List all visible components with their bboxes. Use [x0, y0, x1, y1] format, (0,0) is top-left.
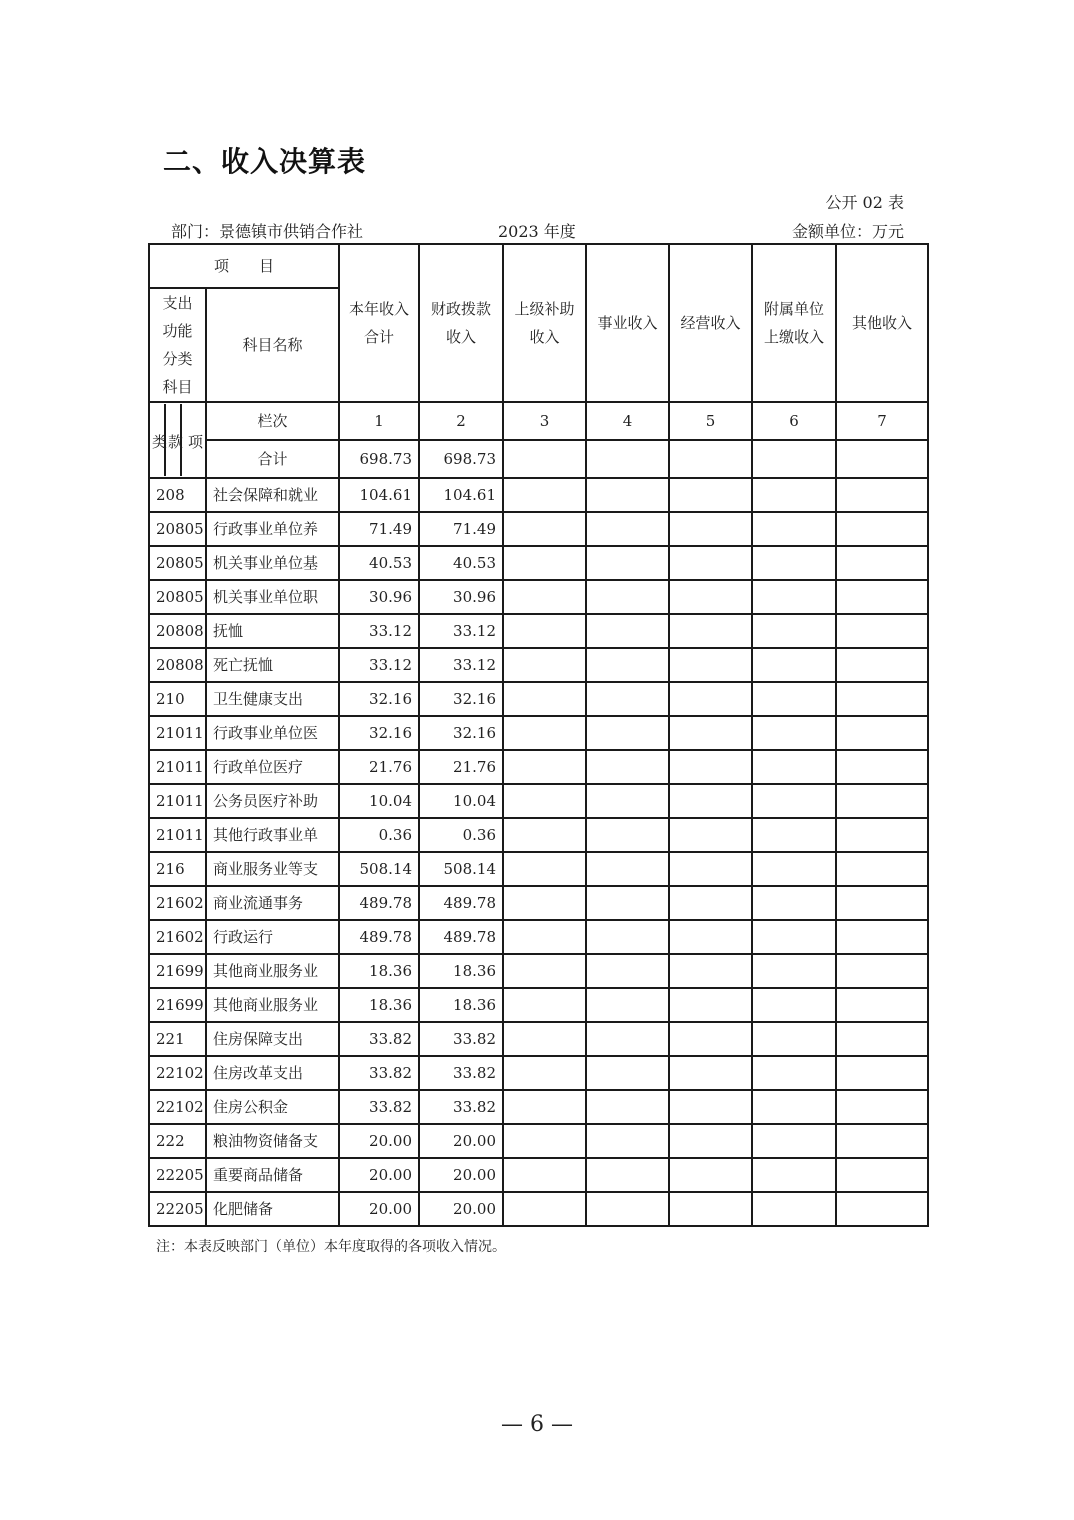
table-row [149, 818, 928, 852]
table-row [149, 1022, 928, 1056]
operating-income [669, 1090, 752, 1124]
table-row [149, 512, 928, 546]
other-income [836, 682, 928, 716]
business-income [586, 1158, 669, 1192]
subject-name: 死亡抚恤 [206, 648, 339, 682]
total-income: 32.16 [339, 682, 419, 716]
business-income [586, 1124, 669, 1158]
subject-code: 21011 [149, 818, 206, 852]
subject-name: 其他商业服务业 [206, 954, 339, 988]
column-index: 5 [669, 402, 752, 440]
subject-code: 221 [149, 1022, 206, 1056]
operating-income [669, 1158, 752, 1192]
other-income [836, 988, 928, 1022]
other-income [836, 716, 928, 750]
subject-code: 21011 [149, 716, 206, 750]
superior-subsidy [503, 852, 586, 886]
affiliated-unit-income [752, 920, 836, 954]
superior-subsidy [503, 682, 586, 716]
col-header-1: 本年收入 合计 [339, 244, 419, 402]
superior-subsidy [503, 1158, 586, 1192]
subject-code: 20808 [149, 648, 206, 682]
table-row [149, 648, 928, 682]
superior-subsidy [503, 920, 586, 954]
fiscal-appropriation: 18.36 [419, 954, 503, 988]
subject-name: 机关事业单位职 [206, 580, 339, 614]
other-income [836, 1022, 928, 1056]
subject-code: 20805 [149, 546, 206, 580]
superior-subsidy [503, 716, 586, 750]
table-row [149, 1056, 928, 1090]
lei-kuan-xiang-header [149, 402, 206, 478]
affiliated-unit-income [752, 546, 836, 580]
affiliated-unit-income [752, 1056, 836, 1090]
superior-subsidy [503, 1192, 586, 1226]
subject-name: 住房改革支出 [206, 1056, 339, 1090]
total-income: 20.00 [339, 1158, 419, 1192]
total-income: 489.78 [339, 920, 419, 954]
operating-income [669, 1022, 752, 1056]
empty-cell [503, 440, 586, 478]
operating-income [669, 512, 752, 546]
affiliated-unit-income [752, 1158, 836, 1192]
empty-cell [586, 440, 669, 478]
department-label: 部门：景德镇市供销合作社 [171, 222, 364, 241]
operating-income [669, 988, 752, 1022]
other-income [836, 580, 928, 614]
other-income [836, 920, 928, 954]
operating-income [669, 954, 752, 988]
operating-income [669, 1124, 752, 1158]
table-row [149, 1124, 928, 1158]
fiscal-appropriation: 33.12 [419, 648, 503, 682]
business-income [586, 580, 669, 614]
other-income [836, 784, 928, 818]
operating-income [669, 852, 752, 886]
superior-subsidy [503, 954, 586, 988]
fiscal-appropriation: 508.14 [419, 852, 503, 886]
superior-subsidy [503, 750, 586, 784]
lei-label: 类 [152, 433, 168, 451]
table-row [149, 682, 928, 716]
other-income [836, 1158, 928, 1192]
affiliated-unit-income [752, 988, 836, 1022]
business-income [586, 716, 669, 750]
total-income: 508.14 [339, 852, 419, 886]
fiscal-appropriation: 20.00 [419, 1124, 503, 1158]
business-income [586, 920, 669, 954]
total-income: 10.04 [339, 784, 419, 818]
total-income: 33.82 [339, 1022, 419, 1056]
fiscal-year: 2023 年度 [498, 222, 576, 241]
operating-income [669, 478, 752, 512]
superior-subsidy [503, 1090, 586, 1124]
business-income [586, 886, 669, 920]
other-income [836, 1124, 928, 1158]
affiliated-unit-income [752, 580, 836, 614]
table-row [149, 920, 928, 954]
total-income: 20.00 [339, 1192, 419, 1226]
column-index-label: 栏次 [206, 402, 339, 440]
affiliated-unit-income [752, 1124, 836, 1158]
page-number: — 6 — [501, 1412, 573, 1437]
item-header: 项 目 [149, 244, 339, 288]
affiliated-unit-income [752, 750, 836, 784]
xiang-label: 项 [188, 433, 204, 451]
fiscal-appropriation: 33.82 [419, 1056, 503, 1090]
affiliated-unit-income [752, 512, 836, 546]
table-note: 注：本表反映部门（单位）本年度取得的各项收入情况。 [156, 1239, 506, 1255]
col-header-3: 上级补助 收入 [503, 244, 586, 402]
superior-subsidy [503, 1124, 586, 1158]
table-row [149, 750, 928, 784]
business-income [586, 1192, 669, 1226]
fiscal-appropriation: 33.82 [419, 1022, 503, 1056]
fiscal-appropriation: 40.53 [419, 546, 503, 580]
table-row [149, 954, 928, 988]
subject-code: 22205 [149, 1158, 206, 1192]
affiliated-unit-income [752, 852, 836, 886]
col-header-7: 其他收入 [836, 244, 928, 402]
fiscal-appropriation: 104.61 [419, 478, 503, 512]
subject-code: 216 [149, 852, 206, 886]
fiscal-appropriation: 20.00 [419, 1158, 503, 1192]
amount-unit: 金额单位：万元 [791, 222, 904, 241]
operating-income [669, 614, 752, 648]
subject-name: 卫生健康支出 [206, 682, 339, 716]
fiscal-appropriation: 33.12 [419, 614, 503, 648]
business-income [586, 648, 669, 682]
other-income [836, 1192, 928, 1226]
fiscal-appropriation: 32.16 [419, 716, 503, 750]
other-income [836, 546, 928, 580]
other-income [836, 614, 928, 648]
operating-income [669, 682, 752, 716]
subject-name: 商业流通事务 [206, 886, 339, 920]
column-index: 3 [503, 402, 586, 440]
fiscal-appropriation: 30.96 [419, 580, 503, 614]
affiliated-unit-income [752, 614, 836, 648]
table-row [149, 1192, 928, 1226]
operating-income [669, 784, 752, 818]
total-income-sum: 698.73 [339, 440, 419, 478]
subject-code: 22102 [149, 1056, 206, 1090]
fiscal-appropriation: 21.76 [419, 750, 503, 784]
other-income [836, 886, 928, 920]
table-row [149, 1090, 928, 1124]
subject-code: 210 [149, 682, 206, 716]
other-income [836, 648, 928, 682]
superior-subsidy [503, 886, 586, 920]
affiliated-unit-income [752, 1090, 836, 1124]
table-row [149, 478, 928, 512]
fiscal-appropriation: 20.00 [419, 1192, 503, 1226]
affiliated-unit-income [752, 784, 836, 818]
superior-subsidy [503, 784, 586, 818]
fiscal-appropriation: 489.78 [419, 886, 503, 920]
fiscal-appropriation: 489.78 [419, 920, 503, 954]
operating-income [669, 546, 752, 580]
other-income [836, 750, 928, 784]
other-income [836, 852, 928, 886]
business-income [586, 1056, 669, 1090]
subject-name: 住房公积金 [206, 1090, 339, 1124]
subject-name: 其他商业服务业 [206, 988, 339, 1022]
total-label: 合计 [206, 440, 339, 478]
business-income [586, 818, 669, 852]
subject-name: 社会保障和就业 [206, 478, 339, 512]
business-income [586, 1090, 669, 1124]
subject-code: 20805 [149, 580, 206, 614]
total-income: 33.12 [339, 614, 419, 648]
affiliated-unit-income [752, 648, 836, 682]
column-index: 2 [419, 402, 503, 440]
fiscal-appropriation: 0.36 [419, 818, 503, 852]
affiliated-unit-income [752, 478, 836, 512]
total-income: 18.36 [339, 988, 419, 1022]
subject-code: 22102 [149, 1090, 206, 1124]
operating-income [669, 750, 752, 784]
kuan-label: 款 [168, 433, 184, 451]
operating-income [669, 1192, 752, 1226]
other-income [836, 512, 928, 546]
subject-name: 重要商品储备 [206, 1158, 339, 1192]
form-number: 公开 02 表 [825, 193, 904, 212]
operating-income [669, 920, 752, 954]
affiliated-unit-income [752, 716, 836, 750]
subject-name: 抚恤 [206, 614, 339, 648]
table-row [149, 1158, 928, 1192]
income-final-accounts-table [148, 243, 929, 1227]
fiscal-appropriation: 33.82 [419, 1090, 503, 1124]
col-header-2: 财政拨款 收入 [419, 244, 503, 402]
affiliated-unit-income [752, 1192, 836, 1226]
fiscal-appropriation: 18.36 [419, 988, 503, 1022]
subject-code: 20808 [149, 614, 206, 648]
subject-name: 行政单位医疗 [206, 750, 339, 784]
subject-code: 21602 [149, 920, 206, 954]
total-income: 20.00 [339, 1124, 419, 1158]
operating-income [669, 648, 752, 682]
function-class-header: 支出 功能 分类 科目 [149, 288, 206, 402]
fiscal-appropriation: 32.16 [419, 682, 503, 716]
total-income: 30.96 [339, 580, 419, 614]
business-income [586, 1022, 669, 1056]
operating-income [669, 886, 752, 920]
subject-code: 20805 [149, 512, 206, 546]
superior-subsidy [503, 546, 586, 580]
subject-code: 21699 [149, 988, 206, 1022]
subject-code: 21602 [149, 886, 206, 920]
subject-code: 21699 [149, 954, 206, 988]
total-income: 104.61 [339, 478, 419, 512]
business-income [586, 682, 669, 716]
total-income: 489.78 [339, 886, 419, 920]
total-income: 33.82 [339, 1056, 419, 1090]
table-row [149, 614, 928, 648]
superior-subsidy [503, 818, 586, 852]
subject-name: 化肥储备 [206, 1192, 339, 1226]
column-index: 6 [752, 402, 836, 440]
business-income [586, 988, 669, 1022]
subject-name: 行政运行 [206, 920, 339, 954]
operating-income [669, 818, 752, 852]
subject-name: 公务员医疗补助 [206, 784, 339, 818]
total-income: 21.76 [339, 750, 419, 784]
table-row [149, 886, 928, 920]
affiliated-unit-income [752, 1022, 836, 1056]
affiliated-unit-income [752, 954, 836, 988]
table-row [149, 716, 928, 750]
page-title: 二、收入决算表 [163, 145, 367, 178]
operating-income [669, 1056, 752, 1090]
table-row [149, 852, 928, 886]
total-income: 33.82 [339, 1090, 419, 1124]
col-header-4: 事业收入 [586, 244, 669, 402]
subject-name: 商业服务业等支 [206, 852, 339, 886]
superior-subsidy [503, 1056, 586, 1090]
column-index: 1 [339, 402, 419, 440]
empty-cell [836, 440, 928, 478]
subject-name: 其他行政事业单 [206, 818, 339, 852]
total-income: 0.36 [339, 818, 419, 852]
col-header-5: 经营收入 [669, 244, 752, 402]
superior-subsidy [503, 1022, 586, 1056]
business-income [586, 478, 669, 512]
total-income: 71.49 [339, 512, 419, 546]
business-income [586, 614, 669, 648]
table-row [149, 784, 928, 818]
business-income [586, 784, 669, 818]
other-income [836, 954, 928, 988]
superior-subsidy [503, 988, 586, 1022]
table-row [149, 988, 928, 1022]
business-income [586, 512, 669, 546]
subject-code: 208 [149, 478, 206, 512]
subject-name: 机关事业单位基 [206, 546, 339, 580]
table-row [149, 546, 928, 580]
subject-name: 行政事业单位医 [206, 716, 339, 750]
subject-name: 粮油物资储备支 [206, 1124, 339, 1158]
other-income [836, 1056, 928, 1090]
other-income [836, 478, 928, 512]
superior-subsidy [503, 478, 586, 512]
business-income [586, 852, 669, 886]
affiliated-unit-income [752, 818, 836, 852]
fiscal-appropriation-sum: 698.73 [419, 440, 503, 478]
subject-name: 住房保障支出 [206, 1022, 339, 1056]
subject-name-header: 科目名称 [206, 288, 339, 402]
subject-code: 22205 [149, 1192, 206, 1226]
fiscal-appropriation: 10.04 [419, 784, 503, 818]
empty-cell [752, 440, 836, 478]
total-income: 32.16 [339, 716, 419, 750]
subject-name: 行政事业单位养 [206, 512, 339, 546]
affiliated-unit-income [752, 886, 836, 920]
business-income [586, 546, 669, 580]
business-income [586, 954, 669, 988]
column-index: 7 [836, 402, 928, 440]
business-income [586, 750, 669, 784]
fiscal-appropriation: 71.49 [419, 512, 503, 546]
operating-income [669, 580, 752, 614]
affiliated-unit-income [752, 682, 836, 716]
subject-code: 21011 [149, 750, 206, 784]
subject-code: 222 [149, 1124, 206, 1158]
total-income: 40.53 [339, 546, 419, 580]
subject-code: 21011 [149, 784, 206, 818]
superior-subsidy [503, 580, 586, 614]
superior-subsidy [503, 648, 586, 682]
other-income [836, 818, 928, 852]
total-income: 18.36 [339, 954, 419, 988]
table-row [149, 580, 928, 614]
superior-subsidy [503, 512, 586, 546]
operating-income [669, 716, 752, 750]
col-header-6: 附属单位 上缴收入 [752, 244, 836, 402]
total-income: 33.12 [339, 648, 419, 682]
column-index: 4 [586, 402, 669, 440]
superior-subsidy [503, 614, 586, 648]
empty-cell [669, 440, 752, 478]
other-income [836, 1090, 928, 1124]
